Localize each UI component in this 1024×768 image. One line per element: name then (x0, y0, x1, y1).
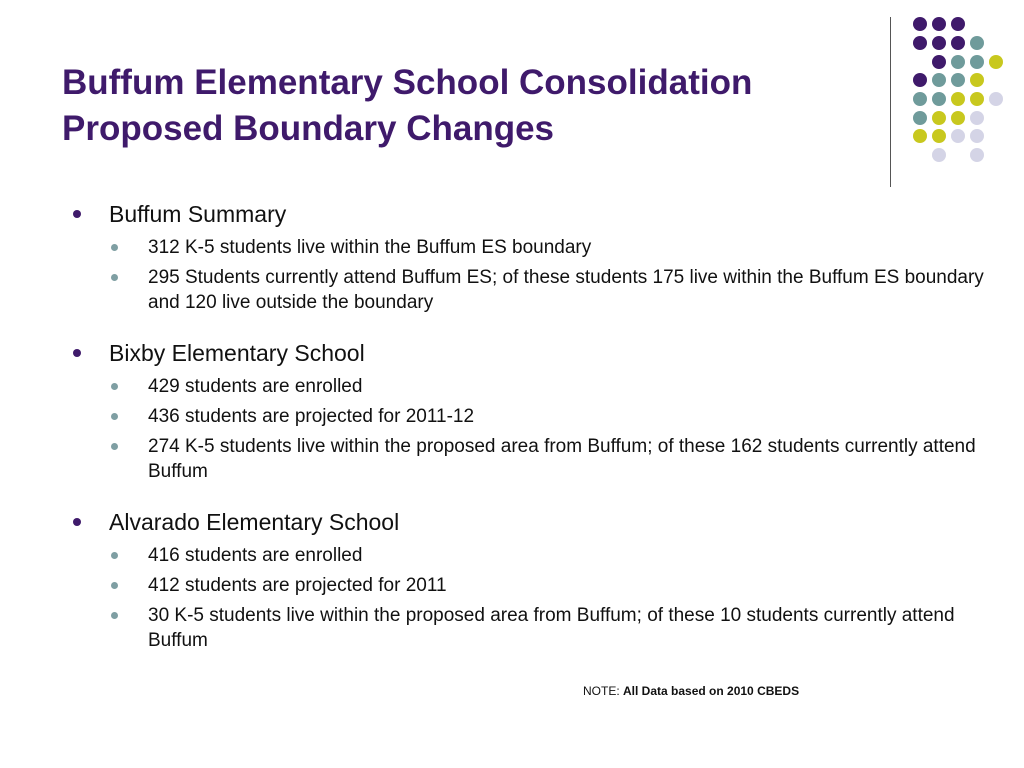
sub-bullet-text: 416 students are enrolled (148, 545, 363, 566)
decorative-dot-icon (913, 36, 927, 50)
title-line-1: Buffum Elementary School Consolidation (62, 63, 753, 102)
decorative-dot-icon (932, 36, 946, 50)
title-line-2: Proposed Boundary Changes (62, 109, 555, 148)
sub-bullet-text: 436 students are projected for 2011-12 (148, 406, 475, 427)
decorative-dot-icon (913, 17, 927, 31)
section-bixby (0, 337, 1024, 484)
sub-bullet-dot-icon (111, 443, 118, 450)
decorative-dot-icon (970, 92, 984, 106)
decorative-dot-icon (989, 55, 1003, 69)
decorative-dot-icon (932, 129, 946, 143)
bullet-dot-icon (73, 518, 81, 526)
sub-bullet (0, 603, 1024, 653)
decorative-dot-icon (970, 111, 984, 125)
decorative-dot-icon (913, 111, 927, 125)
decorative-dot-icon (913, 129, 927, 143)
section-alvarado (0, 506, 1024, 653)
sub-bullet (0, 374, 1024, 399)
heading-text: Buffum Summary (109, 201, 287, 227)
sub-bullet-dot-icon (111, 383, 118, 390)
decorative-dot-icon (951, 55, 965, 69)
sub-bullet (0, 235, 1024, 260)
decorative-dot-icon (932, 17, 946, 31)
heading-text: Bixby Elementary School (109, 340, 365, 366)
bullet-heading (0, 198, 1024, 230)
decorative-dot-icon (932, 92, 946, 106)
decorative-dot-icon (989, 92, 1003, 106)
sub-bullet-text: 274 K-5 students live within the proposed area from Buffum; of these 162 students currently attend Buffum (148, 436, 976, 482)
decorative-dot-icon (951, 129, 965, 143)
sub-bullet-text: 312 K-5 students live within the Buffum ES boundary (148, 237, 592, 258)
slide-title (62, 60, 882, 152)
vertical-divider (890, 17, 891, 187)
sub-bullet-dot-icon (111, 274, 118, 281)
decorative-dot-icon (951, 92, 965, 106)
decorative-dot-icon (970, 148, 984, 162)
decorative-dot-icon (951, 111, 965, 125)
data-source-note (583, 684, 799, 698)
sub-bullet (0, 434, 1024, 484)
sub-bullet-text: 295 Students currently attend Buffum ES; of these students 175 live within the Buffum ES boundary and 120 live outside the boundary (148, 267, 984, 313)
sub-bullet-dot-icon (111, 552, 118, 559)
bullet-heading (0, 337, 1024, 369)
decorative-dot-icon (932, 73, 946, 87)
bullet-dot-icon (73, 349, 81, 357)
section-buffum-summary (0, 198, 1024, 315)
slide-body (0, 198, 1024, 675)
sub-bullet (0, 573, 1024, 598)
note-text: All Data based on 2010 CBEDS (623, 684, 800, 698)
decorative-dot-icon (970, 73, 984, 87)
bullet-dot-icon (73, 210, 81, 218)
decorative-dot-icon (932, 148, 946, 162)
sub-bullet (0, 265, 1024, 315)
sub-bullet-dot-icon (111, 582, 118, 589)
sub-bullet (0, 543, 1024, 568)
sub-bullet-dot-icon (111, 244, 118, 251)
sub-bullet-text: 30 K-5 students live within the proposed area from Buffum; of these 10 students currently attend Buffum (148, 605, 955, 651)
decorative-dot-icon (951, 17, 965, 31)
note-prefix: NOTE: (583, 684, 624, 698)
decorative-dot-icon (913, 73, 927, 87)
decorative-dot-icon (970, 129, 984, 143)
decorative-dot-icon (970, 36, 984, 50)
decorative-dot-icon (951, 73, 965, 87)
decorative-dot-icon (951, 36, 965, 50)
decorative-dot-icon (932, 55, 946, 69)
decorative-dot-icon (970, 55, 984, 69)
sub-bullet (0, 404, 1024, 429)
decorative-dot-icon (913, 92, 927, 106)
sub-bullet-text: 412 students are projected for 2011 (148, 575, 447, 596)
sub-bullet-dot-icon (111, 413, 118, 420)
bullet-heading (0, 506, 1024, 538)
sub-bullet-text: 429 students are enrolled (148, 376, 363, 397)
decorative-dot-icon (932, 111, 946, 125)
sub-bullet-dot-icon (111, 612, 118, 619)
heading-text: Alvarado Elementary School (109, 509, 400, 535)
